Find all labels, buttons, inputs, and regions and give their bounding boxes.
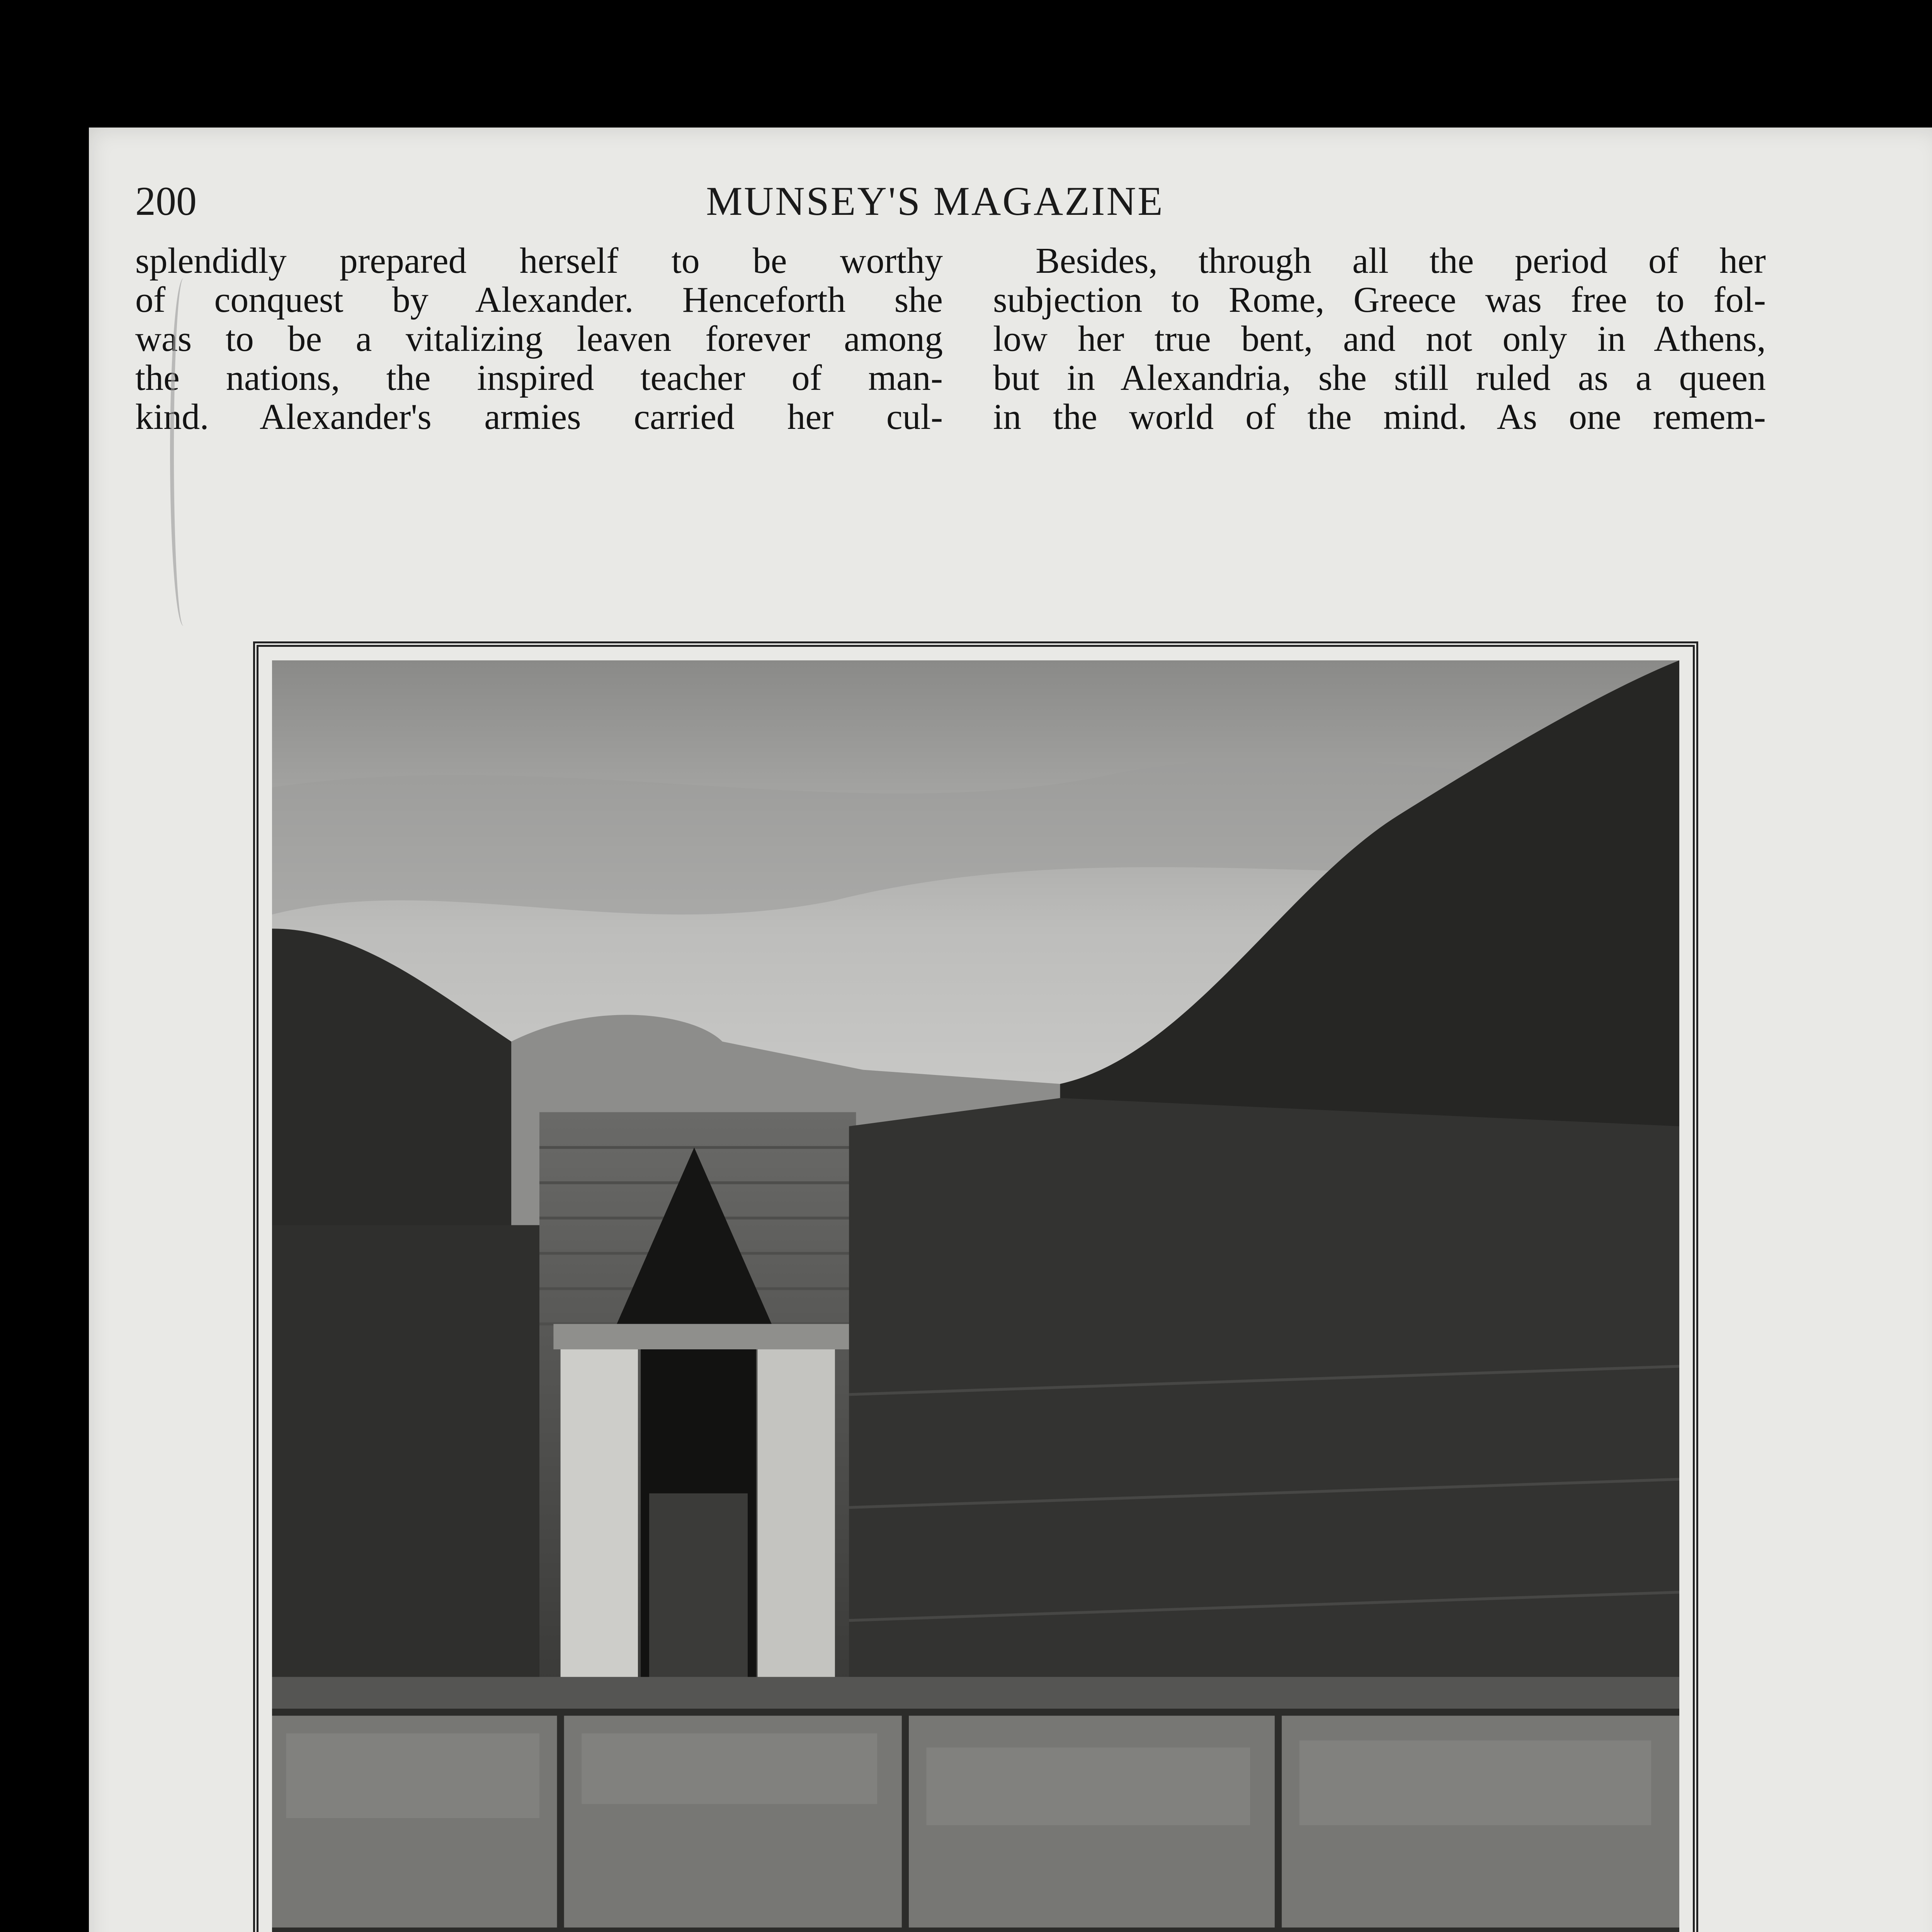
text-line: low her true bent, and not only in Athens, [993, 319, 1766, 359]
text-column-top-right [993, 242, 1766, 437]
running-header [135, 178, 1735, 236]
page-number: 200 [135, 179, 197, 224]
text-line: subjection to Rome, Greece was free to fol- [993, 280, 1766, 320]
magazine-title: MUNSEY'S MAGAZINE [706, 179, 1164, 224]
text-line: but in Alexandria, she still ruled as a queen [993, 358, 1766, 398]
text-line: the nations, the inspired teacher of man- [135, 358, 943, 398]
text-line: in the world of the mind. As one remem- [993, 397, 1766, 437]
tomb-photo-illustration [272, 660, 1679, 1932]
text-line: kind. Alexander's armies carried her cul- [135, 397, 943, 437]
margin-pencil-mark [170, 278, 197, 626]
text-line: was to be a vitalizing leaven forever among [135, 319, 943, 359]
text-line: of conquest by Alexander. Henceforth she [135, 280, 943, 320]
text-column-top-left [135, 242, 943, 437]
photo-frame [253, 641, 1698, 1932]
text-line: splendidly prepared herself to be worthy [135, 241, 943, 281]
tomb-photograph [272, 660, 1679, 1932]
text-line: Besides, through all the period of her [1036, 241, 1766, 281]
